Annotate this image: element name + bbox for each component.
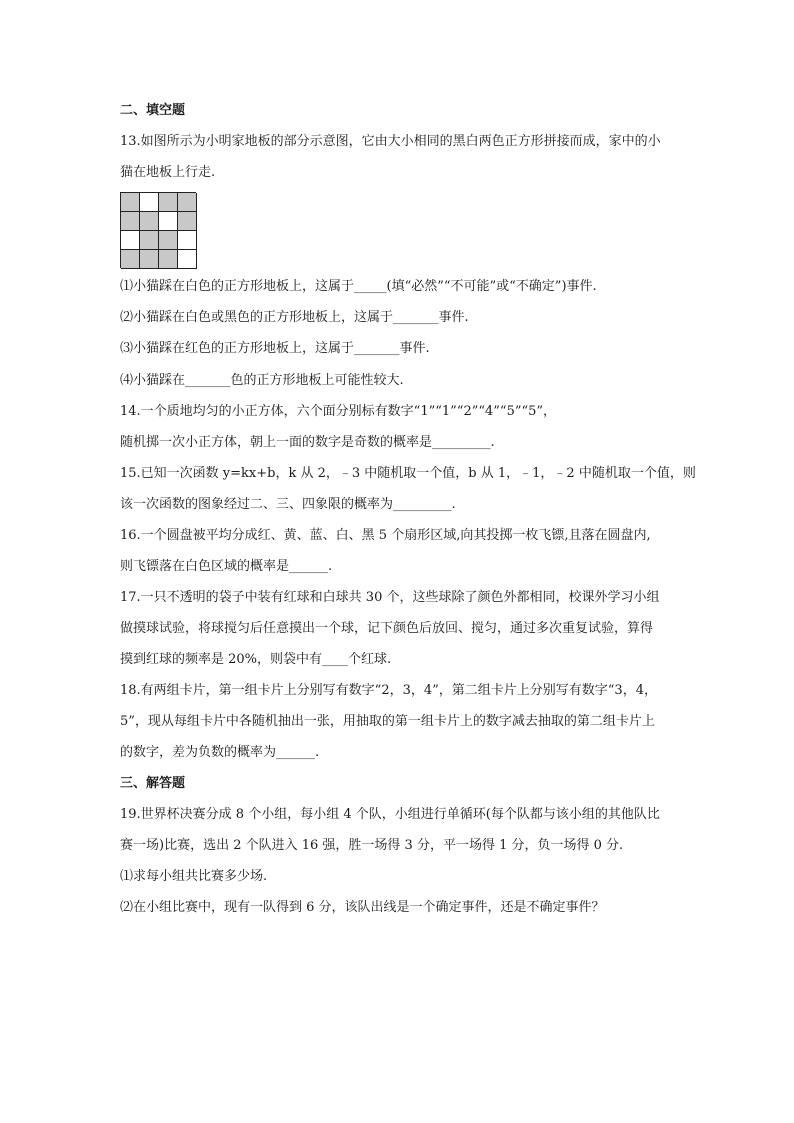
tile-black (178, 193, 197, 212)
floor-tile-grid (120, 192, 196, 268)
q14-line1: 14.一个质地均匀的小正方体，六个面分别标有数字“1”“1”“2”“4”“5”“5”， (120, 404, 557, 419)
q13-sub3: ⑶小猫踩在红色的正方形地板上，这属于_______事件. (120, 341, 430, 356)
q18-line2: 5”，现从每组卡片中各随机抽出一张，用抽取的第一组卡片上的数字减去抽取的第二组卡片上 (120, 714, 655, 729)
q13-sub1: ⑴小猫踩在白色的正方形地板上，这属于_____(填“必然”“不可能”或“不确定”)事件. (120, 279, 597, 294)
tile-black (121, 212, 140, 231)
tile-black (178, 212, 197, 231)
tile-black (121, 193, 140, 212)
tile-white (140, 193, 159, 212)
tile-black (159, 193, 178, 212)
q13-sub2: ⑵小猫踩在白色或黑色的正方形地板上，这属于_______事件. (120, 310, 469, 325)
tile-black (121, 250, 140, 269)
q15-line2: 该一次函数的图象经过二、三、四象限的概率为_________. (120, 497, 456, 512)
q19-line2: 赛一场)比赛，选出 2 个队进入 16 强，胜一场得 3 分，平一场得 1 分，负一场得 0 分. (120, 838, 624, 853)
tile-white (121, 231, 140, 250)
q16-line2: 则飞镖落在白色区域的概率是______. (120, 559, 333, 574)
q16-line1: 16.一个圆盘被平均分成红、黄、蓝、白、黑 5 个扇形区域,向其投掷一枚飞镖,且落在圆盘内, (120, 528, 651, 543)
q19-line1: 19.世界杯决赛分成 8 个小组，每小组 4 个队，小组进行单循环(每个队都与该小组的其他队比 (120, 807, 660, 822)
tile-black (140, 250, 159, 269)
tile-black (159, 250, 178, 269)
tile-white (159, 212, 178, 231)
q13-sub4: ⑷小猫踩在_______色的正方形地板上可能性较大. (120, 373, 404, 388)
tile-white (178, 250, 197, 269)
q19-sub1: ⑴求每小组共比赛多少场. (120, 869, 268, 884)
q19-sub2: ⑵在小组比赛中，现有一队得到 6 分，该队出线是一个确定事件，还是不确定事件？ (120, 900, 605, 915)
q13-line2: 猫在地板上行走. (120, 165, 216, 180)
tile-black (159, 231, 178, 250)
q17-line3: 摸到红球的频率是 20%，则袋中有____个红球. (120, 652, 392, 667)
section-title-answer: 三、解答题 (120, 776, 186, 791)
tile-white (178, 231, 197, 250)
q17-line2: 做摸球试验，将球搅匀后任意摸出一个球，记下颜色后放回、搅匀，通过多次重复试验，算得 (120, 621, 654, 636)
q14-line2: 随机掷一次小正方体，朝上一面的数字是奇数的概率是_________. (120, 435, 495, 450)
tile-black (140, 231, 159, 250)
q18-line1: 18.有两组卡片，第一组卡片上分别写有数字“2，3，4”，第二组卡片上分别写有数字“3，4， (120, 683, 657, 698)
q13-line1: 13.如图所示为小明家地板的部分示意图，它由大小相同的黑白两色正方形拼接而成，家中的小 (120, 134, 661, 149)
tile-black (140, 212, 159, 231)
q17-line1: 17.一只不透明的袋子中装有红球和白球共 30 个，这些球除了颜色外都相同，校课外学习小组 (120, 590, 660, 605)
q15-line1: 15.已知一次函数 y=kx+b，k 从 2，﹣3 中随机取一个值，b 从 1，﹣1，﹣2 中随机取一个值，则 (120, 466, 696, 481)
q18-line3: 的数字，差为负数的概率为______. (120, 745, 320, 760)
section-title-fill-in: 二、填空题 (120, 103, 186, 118)
